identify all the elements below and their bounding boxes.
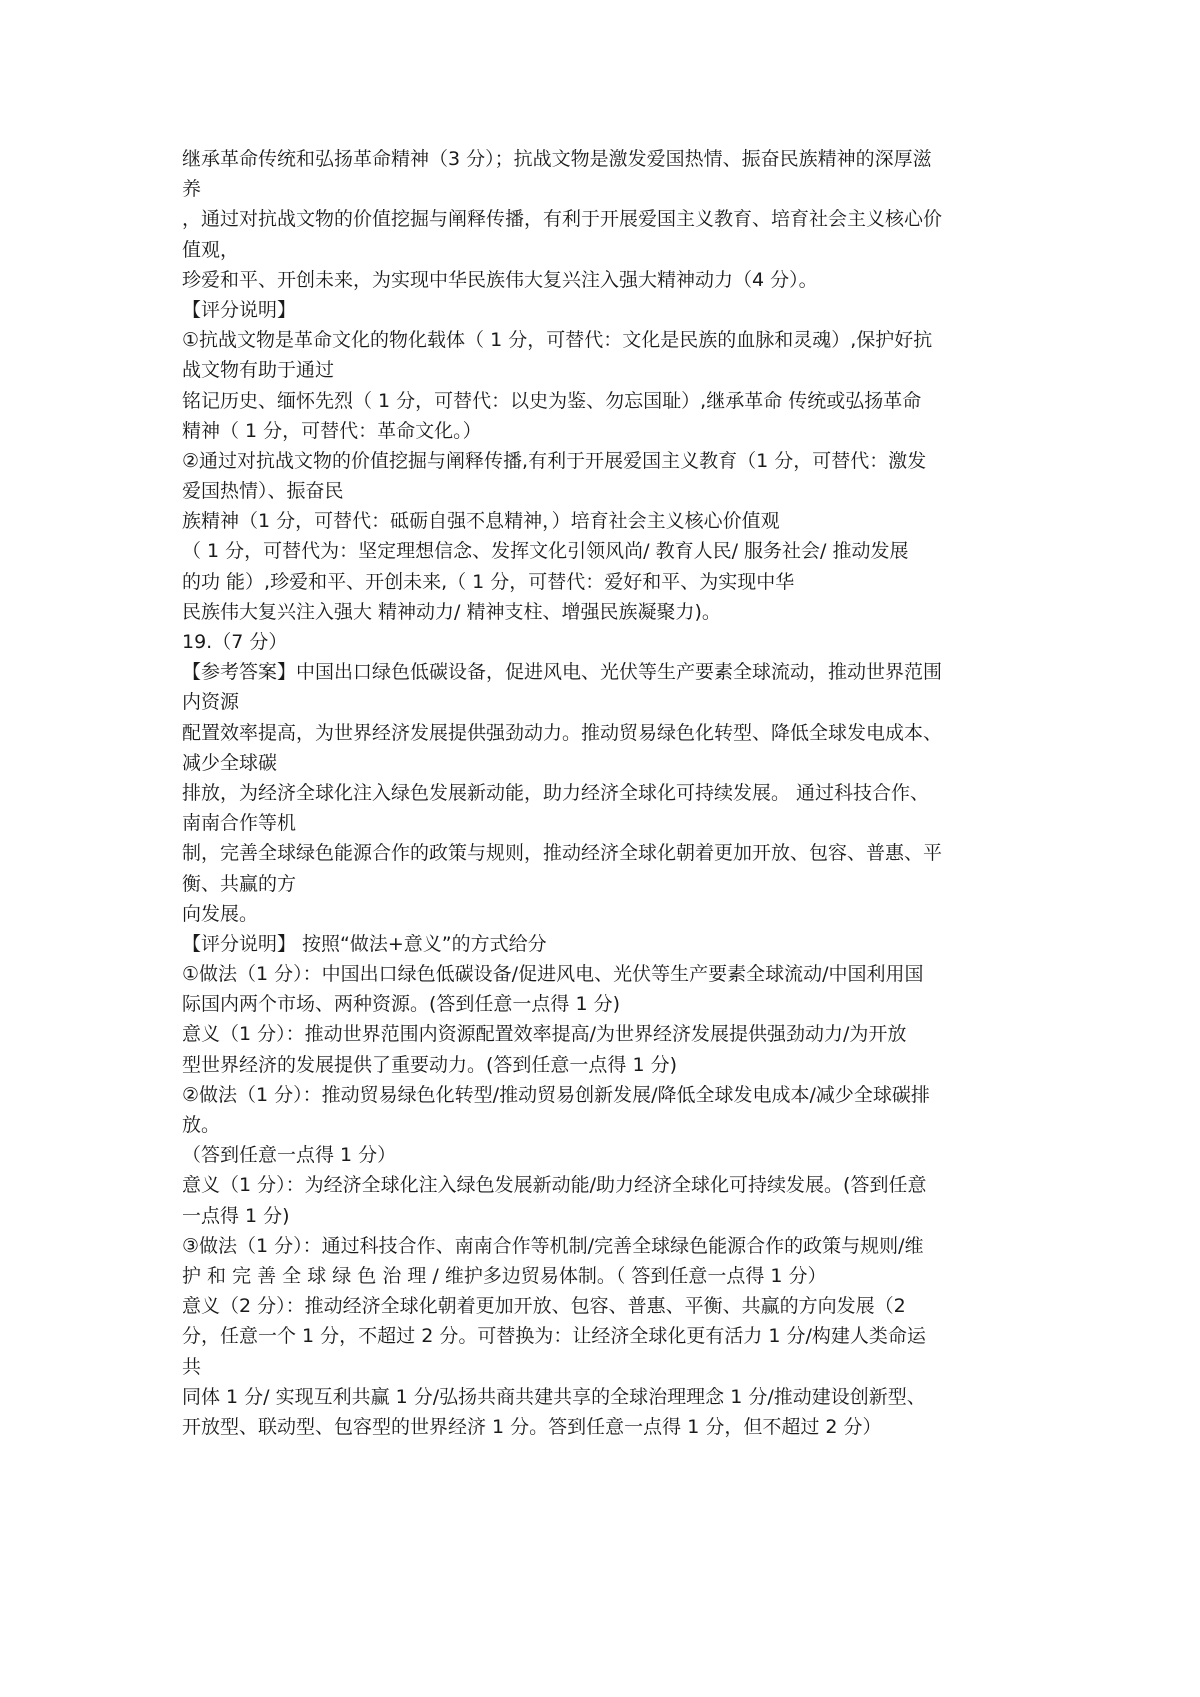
question-number: 19.（7 分） — [182, 631, 288, 653]
text-line: 【参考答案】中国出口绿色低碳设备，促进风电、光伏等生产要素全球流动，推动世界范围 — [182, 661, 943, 684]
text-line: 际国内两个市场、两种资源。(答到任意一点得 1 分) — [182, 993, 620, 1016]
text-line: 型世界经济的发展提供了重要动力。(答到任意一点得 1 分) — [182, 1053, 677, 1076]
text-line: 继承革命传统和弘扬革命精神（3 分）；抗战文物是激发爱国热情、振奋民族精神的深厚滋 — [182, 148, 932, 170]
text-line: ②做法（1 分）：推动贸易绿色化转型/推动贸易创新发展/降低全球发电成本/减少全球碳排 — [182, 1083, 930, 1106]
text-line: 排放，为经济全球化注入绿色发展新动能，助力经济全球化可持续发展。 通过科技合作、 — [182, 781, 930, 804]
text-line: ①做法（1 分）：中国出口绿色低碳设备/促进风电、光伏等生产要素全球流动/中国利用国 — [182, 963, 924, 986]
text-line: 放。 — [182, 1114, 221, 1136]
text-line: 战文物有助于通过 — [182, 359, 335, 382]
text-line: 珍爱和平、开创未来，为实现中华民族伟大复兴注入强大精神动力（4 分）。 — [182, 268, 818, 291]
text-line: 爱国热情）、振奋民 — [182, 480, 344, 503]
document-page — [182, 144, 1030, 1442]
text-line: 意义（1 分）：为经济全球化注入绿色发展新动能/助力经济全球化可持续发展。(答到任意 — [182, 1174, 927, 1197]
text-line: 内资源 — [182, 691, 240, 714]
text-line: ③做法（1 分）：通过科技合作、南南合作等机制/完善全球绿色能源合作的政策与规则/维 — [182, 1234, 924, 1257]
text-line: ，通过对抗战文物的价值挖掘与阐释传播，有利于开展爱国主义教育、培育社会主义核心价 — [182, 208, 943, 231]
text-line: 精神（ 1 分，可替代：革命文化。） — [182, 419, 482, 442]
text-line: 制，完善全球绿色能源合作的政策与规则，推动经济全球化朝着更加开放、包容、普惠、平 — [182, 842, 943, 865]
text-line: （ 1 分，可替代为：坚定理想信念、发挥文化引领风尚/ 教育人民/ 服务社会/ 推动发展 — [182, 540, 909, 563]
text-line: 值观， — [182, 238, 240, 261]
text-line: 养 — [182, 178, 202, 201]
text-line: 护 和 完 善 全 球 绿 色 治 理 / 维护多边贸易体制。（ 答到任意一点得 1 分） — [182, 1264, 827, 1287]
text-line: 族精神（1 分，可替代：砥砺自强不息精神，）培育社会主义核心价值观 — [182, 510, 780, 533]
section-heading: 【评分说明】 — [182, 298, 297, 321]
text-line: 南南合作等机 — [182, 812, 297, 835]
text-line: 配置效率提高，为世界经济发展提供强劲动力。推动贸易绿色化转型、降低全球发电成本、 — [182, 721, 943, 744]
text-line: ①抗战文物是革命文化的物化载体（ 1 分，可替代：文化是民族的血脉和灵魂）,保护好抗 — [182, 329, 933, 352]
text-line: 民族伟大复兴注入强大 精神动力/ 精神支柱、增强民族凝聚力)。 — [182, 600, 721, 623]
text-line: 一点得 1 分) — [182, 1204, 290, 1227]
section-heading: 【评分说明】 按照“做法+意义”的方式给分 — [182, 932, 547, 955]
text-line: 减少全球碳 — [182, 751, 278, 774]
text-line: 的功 能）,珍爱和平、开创未来,（ 1 分，可替代：爱好和平、为实现中华 — [182, 570, 795, 593]
text-line: 意义（2 分）：推动经济全球化朝着更加开放、包容、普惠、平衡、共赢的方向发展（2 — [182, 1295, 906, 1318]
text-line: 意义（1 分）：推动世界范围内资源配置效率提高/为世界经济发展提供强劲动力/为开放 — [182, 1023, 907, 1046]
text-line: （答到任意一点得 1 分） — [182, 1144, 397, 1167]
text-line: 分，任意一个 1 分，不超过 2 分。可替换为：让经济全球化更有活力 1 分/构建人类命运 — [182, 1325, 926, 1348]
text-line: 开放型、联动型、包容型的世界经济 1 分。答到任意一点得 1 分，但不超过 2 分） — [182, 1415, 882, 1438]
text-line: 共 — [182, 1355, 202, 1378]
text-line: 衡、共赢的方 — [182, 872, 297, 895]
text-line: 同体 1 分/ 实现互利共赢 1 分/弘扬共商共建共享的全球治理理念 1 分/推动建设创新型、 — [182, 1385, 926, 1408]
text-line: 铭记历史、缅怀先烈（ 1 分，可替代：以史为鉴、勿忘国耻）,继承革命 传统或弘扬革命 — [182, 389, 922, 412]
text-line: 向发展。 — [182, 902, 259, 925]
text-line: ②通过对抗战文物的价值挖掘与阐释传播,有利于开展爱国主义教育（1 分，可替代：激发 — [182, 449, 927, 472]
